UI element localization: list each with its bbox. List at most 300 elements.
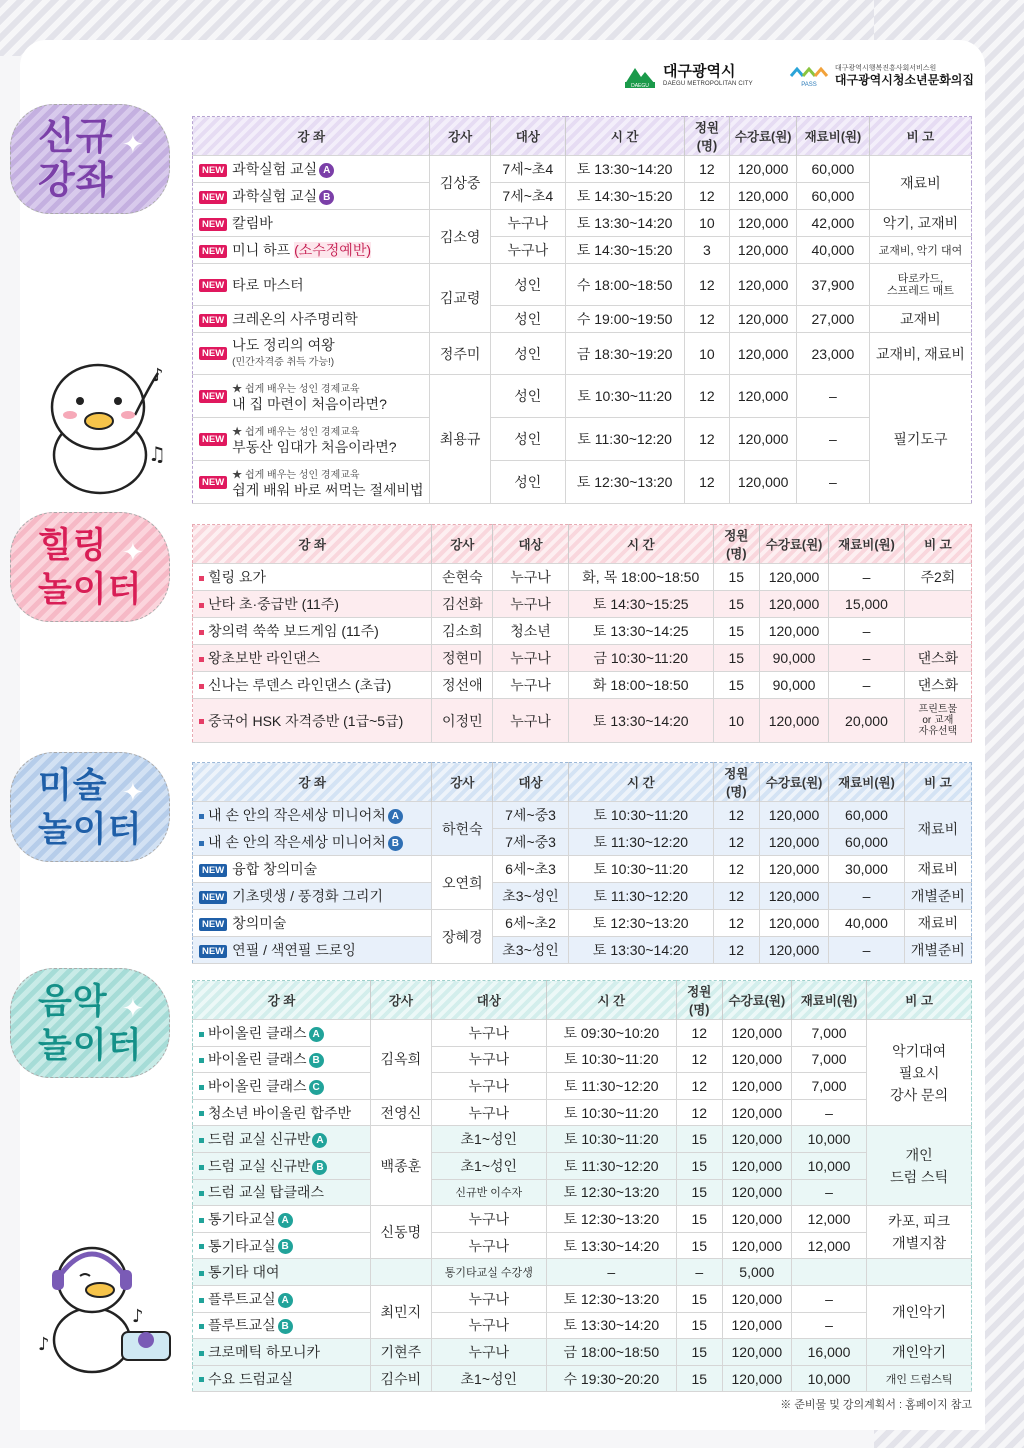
fee: 120,000 xyxy=(722,1126,791,1153)
bullet-icon xyxy=(199,1298,204,1303)
target: 초1~성인 xyxy=(431,1152,546,1179)
course-title: 미니 하프 xyxy=(232,242,291,258)
course-title: 과학실험 교실 xyxy=(232,161,318,177)
target: 누구나 xyxy=(493,672,569,699)
target: 초3~성인 xyxy=(493,883,569,910)
target: 초3~성인 xyxy=(493,937,569,964)
note: 개인 드럼스틱 xyxy=(867,1365,972,1392)
target: 6세~초3 xyxy=(493,856,569,883)
course-name xyxy=(193,183,430,210)
course-name xyxy=(193,1179,371,1206)
fee: 120,000 xyxy=(759,937,828,964)
target: 누구나 xyxy=(431,1285,546,1312)
material-fee: 7,000 xyxy=(791,1046,866,1073)
course-subtitle: ★ 쉽게 배우는 성인 경제교육 xyxy=(232,384,360,395)
table-row xyxy=(193,1232,972,1259)
material-fee: – xyxy=(829,645,905,672)
course-name xyxy=(193,1232,371,1259)
fee: 90,000 xyxy=(759,672,828,699)
fee: 120,000 xyxy=(722,1020,791,1047)
note-line: 강사 문의 xyxy=(890,1086,949,1103)
capacity: 12 xyxy=(676,1020,722,1047)
note: 댄스화 xyxy=(904,672,971,699)
class-mark: A xyxy=(278,1293,293,1308)
note: 개별준비 xyxy=(904,883,971,910)
table-row xyxy=(193,264,972,306)
material-fee: – xyxy=(796,461,869,504)
section-title-line2: 놀이터 xyxy=(38,1026,143,1066)
teacher: 장혜경 xyxy=(432,910,493,964)
youth-center-org: 대구광역시행복진흥사회서비스원 xyxy=(834,64,937,72)
capacity: 12 xyxy=(684,156,730,183)
material-fee: 60,000 xyxy=(796,183,869,210)
note: 교재비 xyxy=(869,306,971,333)
col-header: 대상 xyxy=(431,981,546,1020)
note-line: 필요시 xyxy=(898,1064,940,1081)
bullet-icon xyxy=(199,841,204,846)
time: 금 10:30~11:20 xyxy=(568,645,713,672)
note-line: 스프레드 매트 xyxy=(887,284,954,297)
course-name xyxy=(193,564,432,591)
course-name xyxy=(193,1046,371,1073)
material-fee: 7,000 xyxy=(791,1073,866,1100)
course-title: 드럼 교실 탑클래스 xyxy=(208,1184,324,1201)
capacity: 12 xyxy=(713,910,759,937)
note: 교재비, 재료비 xyxy=(869,333,971,375)
bullet-icon xyxy=(199,603,204,608)
teacher: 김소희 xyxy=(432,618,493,645)
time: 토 14:30~15:20 xyxy=(565,183,684,210)
time: 토 12:30~13:20 xyxy=(565,461,684,504)
col-header: 시 간 xyxy=(546,981,676,1020)
table-row xyxy=(193,618,972,645)
section-badge-music xyxy=(10,968,170,1078)
note-line: 카포, 피크 xyxy=(888,1213,951,1230)
new-badge: NEW xyxy=(199,218,227,231)
course-title: 플루트교실 xyxy=(208,1317,276,1334)
table-row xyxy=(193,883,972,910)
material-fee: 40,000 xyxy=(796,237,869,264)
col-header: 대상 xyxy=(490,117,565,156)
target: 성인 xyxy=(490,375,565,418)
teacher: 정현미 xyxy=(432,645,493,672)
note xyxy=(867,1126,972,1206)
time: 토 13:30~14:20 xyxy=(565,210,684,237)
table-row xyxy=(193,829,972,856)
fee: 120,000 xyxy=(730,156,797,183)
note xyxy=(904,591,971,618)
material-fee: 42,000 xyxy=(796,210,869,237)
course-name xyxy=(193,829,432,856)
fee: 120,000 xyxy=(722,1099,791,1126)
course-name xyxy=(193,1339,371,1366)
course-title: 내 손 안의 작은세상 미니어처 xyxy=(208,834,386,850)
table-row xyxy=(193,1179,972,1206)
capacity: 10 xyxy=(684,210,730,237)
capacity: 15 xyxy=(713,591,759,618)
table-row xyxy=(193,1073,972,1100)
target: 7세~초4 xyxy=(490,156,565,183)
time: 화 18:00~18:50 xyxy=(568,672,713,699)
fee: 120,000 xyxy=(730,461,797,504)
daegu-city-sub: DAEGU METROPOLITAN CITY xyxy=(663,80,753,87)
section-title-line1: 힐링 xyxy=(38,526,108,566)
course-title: 과학실험 교실 xyxy=(232,188,318,204)
course-name xyxy=(193,1365,371,1392)
material-fee: 60,000 xyxy=(796,156,869,183)
class-mark: B xyxy=(309,1053,324,1068)
course-name xyxy=(193,210,430,237)
course-name xyxy=(193,418,430,461)
note xyxy=(869,264,971,306)
note xyxy=(867,1020,972,1126)
new-badge: NEW xyxy=(199,476,227,489)
music-note-icon: ♫ xyxy=(148,442,166,466)
fee: 120,000 xyxy=(730,306,797,333)
teacher: 최용규 xyxy=(430,375,490,504)
time: 토 12:30~13:20 xyxy=(546,1285,676,1312)
table-row xyxy=(193,856,972,883)
capacity: 3 xyxy=(684,237,730,264)
table-row xyxy=(193,1285,972,1312)
col-header: 정원(명) xyxy=(713,525,759,564)
teacher xyxy=(370,1259,431,1286)
time: 토 12:30~13:20 xyxy=(546,1206,676,1233)
course-title: 나도 정리의 여왕 xyxy=(232,336,335,353)
material-fee: – xyxy=(829,618,905,645)
course-name xyxy=(193,672,432,699)
fee: 120,000 xyxy=(759,883,828,910)
teacher: 김교령 xyxy=(430,264,490,333)
fee: 120,000 xyxy=(722,1179,791,1206)
table-row xyxy=(193,375,972,418)
col-header: 시 간 xyxy=(568,763,713,802)
note: 주2회 xyxy=(904,564,971,591)
svg-text:PASS: PASS xyxy=(801,82,817,88)
course-name xyxy=(193,618,432,645)
material-fee: 15,000 xyxy=(829,591,905,618)
section-title-line2: 놀이터 xyxy=(38,570,143,610)
duck-character-headphones xyxy=(30,1230,180,1380)
col-header: 강 좌 xyxy=(193,981,371,1020)
note xyxy=(867,1259,972,1286)
art-courses-table xyxy=(192,762,972,964)
time: 금 18:00~18:50 xyxy=(546,1339,676,1366)
bullet-icon xyxy=(199,576,204,581)
capacity: 15 xyxy=(676,1206,722,1233)
capacity: 15 xyxy=(713,645,759,672)
col-header: 수강료(원) xyxy=(759,763,828,802)
course-title: 쉽게 배워 바로 써먹는 절세비법 xyxy=(232,482,424,498)
fee: 120,000 xyxy=(730,333,797,375)
pass-wave-icon xyxy=(789,64,829,88)
table-row xyxy=(193,672,972,699)
target: 성인 xyxy=(490,306,565,333)
material-fee xyxy=(791,1259,866,1286)
note: 개별준비 xyxy=(904,937,971,964)
capacity: 15 xyxy=(713,564,759,591)
time: 토 10:30~11:20 xyxy=(568,802,713,829)
col-header: 대상 xyxy=(493,525,569,564)
section-badge-healing xyxy=(10,512,170,622)
teacher: 손현숙 xyxy=(432,564,493,591)
capacity: 15 xyxy=(676,1232,722,1259)
capacity: 12 xyxy=(676,1099,722,1126)
target: 누구나 xyxy=(431,1073,546,1100)
teacher: 최민지 xyxy=(370,1285,431,1338)
material-fee: – xyxy=(829,883,905,910)
course-name xyxy=(193,910,432,937)
target: 누구나 xyxy=(431,1020,546,1047)
table-row xyxy=(193,210,972,237)
target: 누구나 xyxy=(493,591,569,618)
sparkle-icon: ✦ xyxy=(122,994,144,1024)
class-mark: A xyxy=(388,809,403,824)
capacity: 12 xyxy=(713,883,759,910)
header-logos xyxy=(623,64,974,88)
col-header: 비 고 xyxy=(904,763,971,802)
col-header: 강 좌 xyxy=(193,117,430,156)
capacity: 12 xyxy=(684,183,730,210)
target: 누구나 xyxy=(431,1339,546,1366)
fee: 120,000 xyxy=(759,699,828,743)
bullet-icon xyxy=(199,684,204,689)
capacity: 15 xyxy=(676,1312,722,1339)
material-fee: – xyxy=(791,1285,866,1312)
target: 누구나 xyxy=(431,1312,546,1339)
time: 토 13:30~14:20 xyxy=(568,937,713,964)
table-row xyxy=(193,1046,972,1073)
bullet-icon xyxy=(199,1244,204,1249)
course-title: 융합 창의미술 xyxy=(232,861,318,877)
music-courses-table xyxy=(192,980,972,1392)
table-row xyxy=(193,183,972,210)
col-header: 강사 xyxy=(430,117,490,156)
course-name xyxy=(193,461,430,504)
duck-character-dancing xyxy=(40,345,175,495)
table-row xyxy=(193,699,972,743)
material-fee: 10,000 xyxy=(791,1126,866,1153)
course-title: 내 집 마련이 처음이라면? xyxy=(232,396,387,412)
course-name xyxy=(193,1285,371,1312)
fee: 120,000 xyxy=(722,1312,791,1339)
fee: 120,000 xyxy=(759,564,828,591)
fee: 120,000 xyxy=(759,618,828,645)
section-title-line1: 신규 xyxy=(38,114,114,158)
fee: 120,000 xyxy=(730,264,797,306)
teacher: 신동명 xyxy=(370,1206,431,1259)
course-name xyxy=(193,1126,371,1153)
class-mark: B xyxy=(319,190,334,205)
teacher: 김수비 xyxy=(370,1365,431,1392)
course-title: 칼림바 xyxy=(232,215,273,231)
fee: 120,000 xyxy=(722,1206,791,1233)
time: 토 11:30~12:20 xyxy=(546,1152,676,1179)
course-name xyxy=(193,856,432,883)
course-name xyxy=(193,333,430,375)
col-header: 강 좌 xyxy=(193,525,432,564)
target: 누구나 xyxy=(431,1206,546,1233)
bullet-icon xyxy=(199,1138,204,1143)
teacher: 하헌숙 xyxy=(432,802,493,856)
course-name xyxy=(193,264,430,306)
time: – xyxy=(546,1259,676,1286)
course-name xyxy=(193,937,432,964)
time: 토 14:30~15:25 xyxy=(568,591,713,618)
target: 누구나 xyxy=(493,645,569,672)
note-line: 타로카드, xyxy=(897,272,944,285)
table-header xyxy=(193,763,972,802)
class-mark: A xyxy=(278,1213,293,1228)
fee: 5,000 xyxy=(722,1259,791,1286)
target: 누구나 xyxy=(490,210,565,237)
teacher: 이정민 xyxy=(432,699,493,743)
teacher: 정주미 xyxy=(430,333,490,375)
material-fee: – xyxy=(829,937,905,964)
note-line: 개별지참 xyxy=(892,1235,947,1252)
course-name xyxy=(193,699,432,743)
teacher: 백종훈 xyxy=(370,1126,431,1206)
music-note-icon: ♪ xyxy=(38,1334,50,1355)
course-title: 바이올린 클래스 xyxy=(208,1077,307,1094)
col-header: 시 간 xyxy=(565,117,684,156)
table-row xyxy=(193,1259,972,1286)
target: 성인 xyxy=(490,418,565,461)
course-title: 중국어 HSK 자격증반 (1급~5급) xyxy=(208,712,404,729)
course-name xyxy=(193,1206,371,1233)
new-badge: NEW xyxy=(199,433,227,446)
youth-center-logo xyxy=(789,64,974,88)
course-title: 힐링 요가 xyxy=(208,569,266,585)
course-title: 통기타 대여 xyxy=(208,1264,280,1281)
note: 재료비 xyxy=(904,802,971,856)
time: 수 19:00~19:50 xyxy=(565,306,684,333)
course-title: 왕초보반 라인댄스 xyxy=(208,650,321,666)
note xyxy=(904,618,971,645)
course-title: 플루트교실 xyxy=(208,1290,276,1307)
table-row xyxy=(193,418,972,461)
capacity: – xyxy=(676,1259,722,1286)
class-mark: A xyxy=(319,163,334,178)
col-header: 강사 xyxy=(432,763,493,802)
table-row xyxy=(193,1312,972,1339)
course-name xyxy=(193,883,432,910)
capacity: 15 xyxy=(676,1285,722,1312)
material-fee: – xyxy=(829,672,905,699)
material-fee: 7,000 xyxy=(791,1020,866,1047)
course-subtitle: ★ 쉽게 배우는 성인 경제교육 xyxy=(232,470,360,481)
daegu-city-name: 대구광역시 xyxy=(663,63,736,81)
col-header: 비 고 xyxy=(867,981,972,1020)
course-title: 수요 드럼교실 xyxy=(208,1370,294,1387)
new-badge: NEW xyxy=(199,918,227,931)
course-title: 신나는 루덴스 라인댄스 (초급) xyxy=(208,677,392,693)
target: 누구나 xyxy=(431,1046,546,1073)
material-fee: 40,000 xyxy=(829,910,905,937)
material-fee: 37,900 xyxy=(796,264,869,306)
col-header: 강사 xyxy=(432,525,493,564)
fee: 120,000 xyxy=(730,418,797,461)
fee: 120,000 xyxy=(722,1046,791,1073)
note: 댄스화 xyxy=(904,645,971,672)
fee: 120,000 xyxy=(759,856,828,883)
teacher: 김옥희 xyxy=(370,1020,431,1100)
bullet-icon xyxy=(199,1165,204,1170)
time: 토 13:30~14:20 xyxy=(565,156,684,183)
bullet-icon xyxy=(199,719,204,724)
new-badge: NEW xyxy=(199,245,227,258)
new-badge: NEW xyxy=(199,164,227,177)
target: 초1~성인 xyxy=(431,1126,546,1153)
target: 청소년 xyxy=(493,618,569,645)
daegu-city-logo xyxy=(623,64,753,88)
fee: 120,000 xyxy=(730,183,797,210)
course-title: 난타 초·중급반 (11주) xyxy=(208,596,339,612)
table-row xyxy=(193,461,972,504)
col-header: 시 간 xyxy=(568,525,713,564)
material-fee: – xyxy=(791,1312,866,1339)
fee: 120,000 xyxy=(759,802,828,829)
material-fee: 10,000 xyxy=(791,1152,866,1179)
col-header: 수강료(원) xyxy=(722,981,791,1020)
section-title-line1: 미술 xyxy=(38,766,108,806)
capacity: 15 xyxy=(676,1152,722,1179)
material-fee: 60,000 xyxy=(829,829,905,856)
col-header: 강 좌 xyxy=(193,763,432,802)
table-header xyxy=(193,117,972,156)
fee: 120,000 xyxy=(722,1365,791,1392)
target: 6세~초2 xyxy=(493,910,569,937)
time: 화, 목 18:00~18:50 xyxy=(568,564,713,591)
fee: 120,000 xyxy=(722,1152,791,1179)
class-mark: B xyxy=(278,1319,293,1334)
time: 토 13:30~14:20 xyxy=(568,699,713,743)
capacity: 10 xyxy=(684,333,730,375)
table-row xyxy=(193,1099,972,1126)
course-name xyxy=(193,237,430,264)
material-fee: 30,000 xyxy=(829,856,905,883)
time: 토 12:30~13:20 xyxy=(568,910,713,937)
table-row xyxy=(193,237,972,264)
bullet-icon xyxy=(199,1191,204,1196)
note: 재료비 xyxy=(904,856,971,883)
time: 토 13:30~14:20 xyxy=(546,1232,676,1259)
new-badge: NEW xyxy=(199,347,227,360)
teacher: 전영신 xyxy=(370,1099,431,1126)
class-mark: B xyxy=(388,836,403,851)
material-fee: 10,000 xyxy=(791,1365,866,1392)
capacity: 15 xyxy=(713,618,759,645)
capacity: 15 xyxy=(676,1339,722,1366)
fee: 90,000 xyxy=(759,645,828,672)
material-fee: 27,000 xyxy=(796,306,869,333)
fee: 120,000 xyxy=(722,1285,791,1312)
course-title: 통기타교실 xyxy=(208,1237,276,1254)
note-line: 프린트물 xyxy=(918,704,958,715)
time: 토 10:30~11:20 xyxy=(565,375,684,418)
course-title: 창의력 쑥쑥 보드게임 (11주) xyxy=(208,623,379,639)
capacity: 15 xyxy=(676,1179,722,1206)
course-name xyxy=(193,1259,371,1286)
bullet-icon xyxy=(199,1111,204,1116)
capacity: 15 xyxy=(676,1365,722,1392)
course-title: 창의미술 xyxy=(232,915,287,931)
note-line: or 교재 xyxy=(922,715,954,726)
table-row xyxy=(193,937,972,964)
time: 토 14:30~15:20 xyxy=(565,237,684,264)
table-row xyxy=(193,1152,972,1179)
material-fee: – xyxy=(796,418,869,461)
